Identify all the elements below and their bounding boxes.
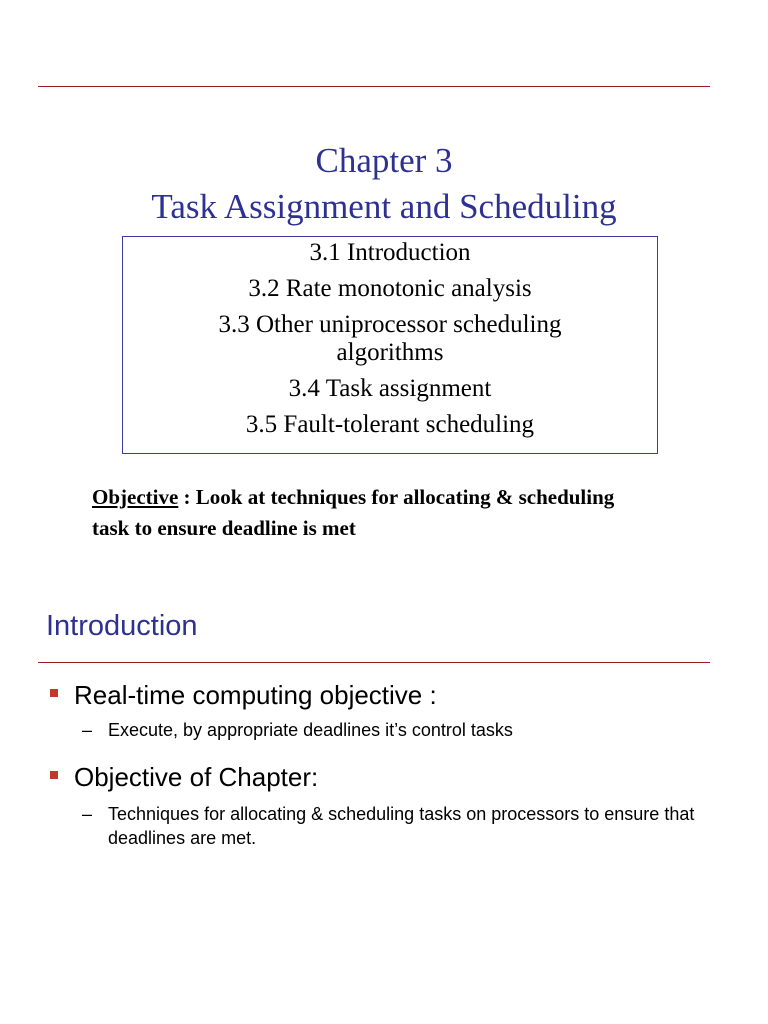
toc-item: 3.4 Task assignment bbox=[288, 375, 492, 402]
objective-label: Objective bbox=[92, 485, 179, 509]
table-of-contents bbox=[122, 236, 658, 454]
toc-item: 3.3 Other uniprocessor scheduling algorithms bbox=[218, 311, 562, 366]
section-title: Introduction bbox=[46, 610, 198, 642]
top-divider bbox=[38, 86, 710, 87]
chapter-number: Chapter 3 bbox=[315, 141, 453, 180]
section-divider bbox=[38, 662, 710, 663]
square-bullet-icon bbox=[50, 771, 58, 779]
toc-item: 3.2 Rate monotonic analysis bbox=[248, 275, 532, 302]
list-item bbox=[50, 678, 720, 712]
chapter-title: Task Assignment and Scheduling bbox=[151, 187, 617, 226]
dash-bullet-icon: – bbox=[82, 720, 93, 740]
sub-list-item bbox=[50, 802, 718, 850]
chapter-heading bbox=[0, 138, 768, 230]
list-item bbox=[50, 760, 720, 794]
bullet-text: Real-time computing objective : bbox=[74, 680, 437, 710]
dash-bullet-icon: – bbox=[82, 804, 93, 824]
bullet-list bbox=[50, 678, 720, 850]
toc-item: 3.1 Introduction bbox=[309, 239, 471, 266]
bullet-text: Objective of Chapter: bbox=[74, 762, 319, 792]
square-bullet-icon bbox=[50, 689, 58, 697]
objective-statement bbox=[92, 482, 652, 544]
sub-item-text: Techniques for allocating & scheduling tasks on processors to ensure that deadlines are met. bbox=[108, 804, 695, 848]
sub-item-text: Execute, by appropriate deadlines it’s control tasks bbox=[108, 720, 513, 740]
toc-item: 3.5 Fault-tolerant scheduling bbox=[245, 411, 535, 438]
objective-text: : Look at techniques for allocating & scheduling task to ensure deadline is met bbox=[92, 485, 615, 540]
sub-list-item bbox=[50, 718, 720, 742]
